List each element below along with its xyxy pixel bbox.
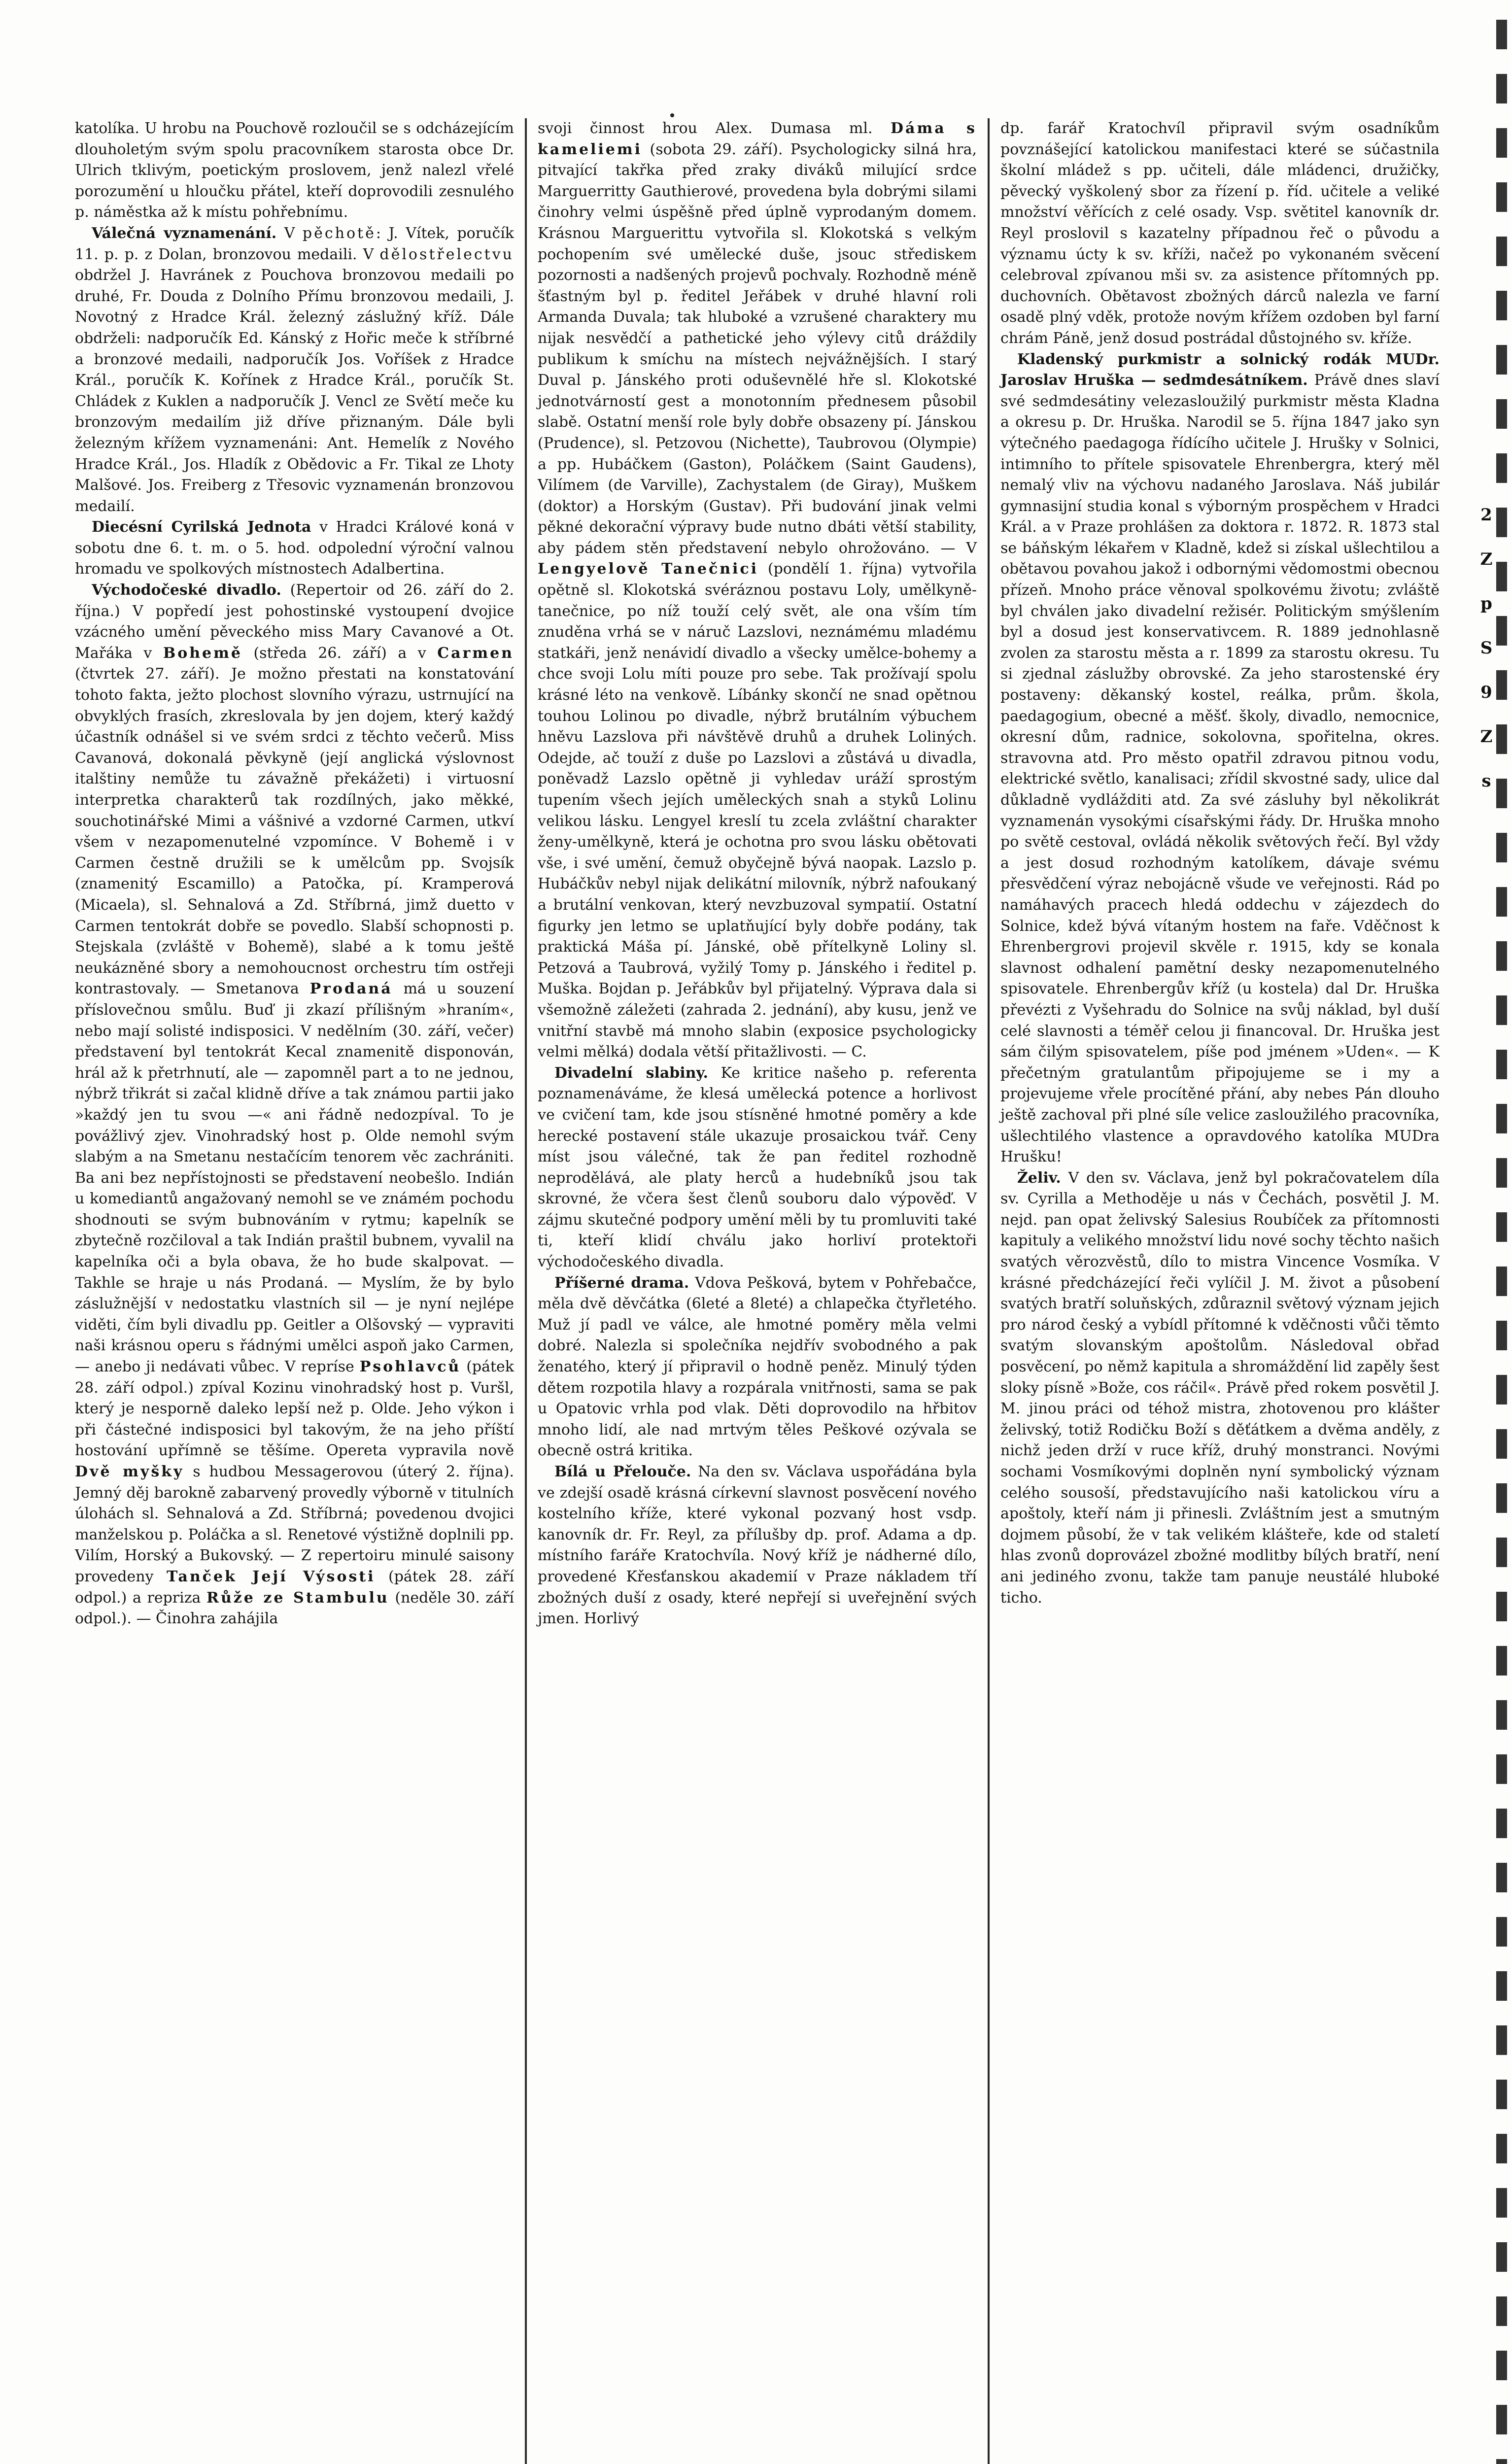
article-bila-u-prelouce: Bílá u Přelouče. Na den sv. Václava uspořádána byla ve zdejší osadě krásná církevní slavnost posvěcení nového kostelního kříže, které vykonal pozvaný host vsdp. kanovník dr. Fr. Reyl, za přílušby dp. prof. Adama a dp. místního faráře Kratochvíla. Nový kříž je nádherné dílo, provedené Křesťanskou akademií v Praze nákladem tří zbožných duší z osady, které nepřejí si uveřejnění svých jmen. Horlivý — [538, 1463, 977, 1628]
edge-letter: Z — [1480, 727, 1493, 747]
headline-cyril-union: Diecésní Cyrilská Jednota — [92, 518, 311, 536]
column-3 — [990, 118, 1450, 2464]
article-hruska-seventieth: Kladenský purkmistr a solnický rodák MUDr. Jaroslav Hruška — sedmdesátníkem. Právě dnes slaví své sedmdesátiny velezasloužilý purkmistr města Kladna a okresu p. Dr. Hruška. Narodil se 5. října 1847 jako syn výtečného paedagoga řídícího učitele J. Hrušky v Solnici, intimního to přítele spisovatele Ehrenbergra, který měl nemalý vliv na výchovu nadaného Jaroslava. Náš jubilár gymnasijní studia konal s výborným prospěchem v Hradci Král. a v Praze prohlášen za doktora r. 1872. R. 1873 stal se báňským lékařem v Kladně, kdež si získal ušlechtilou a obětavou povahou jakož i odbornými vědomostmi obecnou přízeň. Mnoho práce věnoval spolkovému životu; zvláště byl chválen jako divadelní režisér. Politickým smýšlením byl a dosud jest konservativcem. R. 1889 jednohlasně zvolen za starostu města a r. 1899 za starostu okresu. Tu si zjednal záslužby obrovské. Za jeho starostenské éry postaveny: děkanský kostel, reálka, prům. škola, paedagogium, obecné a měšť. školy, divadlo, nemocnice, okresní dům, radnice, sokolovna, spořitelna, okres. stravovna atd. Pro město opatřil zdravou pitnou vodu, elektrické světlo, kanalisaci; zřídil skvostné sady, ulice dal důkladně vydlážditi atd. Za své zásluhy byl několikrát vyznamenán vysokými císařskými řády. Dr. Hruška mnoho po světě cestoval, ovládá několik světových řečí. Byl vždy a jest dosud rozhodným katolíkem, dávaje svému přesvědčení výraz nebojácně všude ve veřejnosti. Rád po namáhavých pracech hledá oddechu v zájezdech do Solnice, kdež bývá vítaným hostem na faře. Vděčnost k Ehrenbergrovi projevil skvěle r. 1915, kdy se konala slavnost odhalení pamětní desky nezapomenutelného spisovatele. Ehrenbergův kříž (u kostela) dal Dr. Hruška převézti z Vyšehradu do Solnice na svůj náklad, byl duší celé slavnosti a téměř celou ji financoval. Dr. Hruška jest sám čilým spisovatelem, píše pod jménem »Uden«. — K přečetným gratulantům připojujeme se i my a projevujeme vřele procítěné přání, aby nebes Pán dlouho ještě zachoval při plné síle velice zasloužilého pracovníka, ušlechtilého vlastence a opravdového katolíka MUDra Hrušku! — [1000, 350, 1440, 1166]
headline-bila-u-prelouce: Bílá u Přelouče. — [554, 1463, 691, 1480]
edge-letter: 9 — [1480, 683, 1492, 702]
article-theatre-continued: svoji činnost hrou Alex. Dumasa ml. Dáma s kameliemi (sobota 29. září). Psychologicky silná hra, pitvající takřka před zraky diváků milující srdce Marguerritty Gauthierové, provedena byla dobrými silami činohry velmi úspěšně před úplně vyprodaným domem. Krásnou Marguerittu vytvořila sl. Klokotská s velkým pochopením své umělecké duše, jsouc střediskem pozornosti a nadšených projevů pochvaly. Rozhodně méně šťastným byl p. ředitel Jeřábek v druhé hlavní roli Armanda Duvala; tak hluboké a vzrušené charaktery mu nijak nesvědčí a pathetické jeho výlevy citů dráždily publikum k smíchu na místech nejvážnějších. I starý Duval p. Jánského proti oduševnělé hře sl. Klokotské jednotvárností gest a monotonním přednesem působil slabě. Ostatní menší role byly dobře obsazeny pí. Jánskou (Prudence), sl. Petzovou (Nichette), Taubrovou (Olympie) a pp. Hubáčkem (Gaston), Poláčkem (Saint Gaudens), Vilímem (de Varville), Zachystalem (de Giray), Muškem (doktor) a Horským (Gustav). Při budování jinak velmi pěkné dekorační výpravy bude nutno dbáti větší stability, aby pádem stěn představení nebylo ohrožováno. — V Lengyelově Tanečnici (pondělí 1. října) vytvořila opětně sl. Klokotská svéráznou postavu Loly, umělkyně-tanečnice, po níž touží celý svět, ale ona vším tím znuděna vrhá se v náruč Lazslovi, neznámému mladému statkáři, jenž nenávidí divadlo a všecky umělce-bohemy a chce svoji Lolu míti pouze pro sebe. Tak prožívají spolu krásné léto na venkově. Líbánky skončí ne snad opětnou touhou Lolinou po divadle, nýbrž brutálním výbuchem hněvu Lazslova při návštěvě druhů a druhek Loliných. Odejde, ač touží z duše po Lazslovi a zůstává u divadla, poněvadž Lazslo opětně ji vyhledav uráží sprostým tupením všech jejích uměleckých snah a styků Lolinu velikou lásku. Lengyel kreslí tu zcela zvláštní charakter ženy-umělkyně, která je ochotna pro svou lásku obětovati vše, i své umění, čemuž obyčejně bývá naopak. Lazslo p. Hubáčkův nebyl nijak delikátní milovník, nýbrž nafoukaný a brutální venkovan, který nevzbuzoval sympatií. Ostatní figurky jen letmo se uplatňující byly dobře podány, tak praktická Máša pí. Jánské, obě přítelkyně Loliny sl. Petzová a Taubrová, vyžilý Tomy p. Jánského i ředitel p. Muška. Bojdan p. Jeřábkův byl přijatelný. Výprava dala si všemožně záležeti (zahrada 2. jednání), aby kusu, jenž ve vnitřní stavbě má mnoho slabin (exposice psychologicky velmi mělká) dodala větší přitažlivosti. — C. — [538, 120, 977, 1061]
edge-letter: s — [1481, 771, 1491, 791]
headline-theatre-weaknesses: Divadelní slabiny. — [554, 1064, 708, 1082]
article-funeral-end: katolíka. U hrobu na Pouchově rozloučil se s odcházejícím dlouholetým svým spolu pracovníkem starosta obce Dr. Ulrich tklivým, poetickým proslovem, jenž nalezl vřelé porozumění u hloučku přátel, kteří doprovodili zesnulého p. náměstka až k místu pohřebnímu. — [75, 120, 514, 221]
headline-horrible-drama: Příšerné drama. — [554, 1274, 689, 1292]
edge-letter: 2 — [1480, 505, 1492, 525]
headline-east-bohemian-theatre: Východočeské divadlo. — [92, 582, 281, 599]
article-cyril-union: Diecésní Cyrilská Jednota v Hradci Králové koná v sobotu dne 6. t. m. o 5. hod. odpolední výroční valnou hromadu ve spolkových místnostech Adalbertina. — [75, 518, 514, 578]
page-edge-bleed — [1496, 20, 1507, 2464]
edge-letter: S — [1480, 638, 1493, 658]
headline-hruska-seventieth: Kladenský purkmistr a solnický rodák MUDr. Jaroslav Hruška — sedmdesátníkem. — [1000, 350, 1440, 389]
column-2 — [527, 118, 988, 2464]
newspaper-page — [64, 118, 1454, 2464]
article-theatre-weaknesses: Divadelní slabiny. Ke kritice našeho p. referenta poznamenáváme, že klesá umělecká potence a horlivost ve cvičení tam, kde jsou stísněné hmotné poměry a kde herecké postavení stále ukazuje prosaickou tvář. Ceny míst jsou válečné, tak že pan ředitel rozhodně neprodělává, ale platy herců a hudebníků jsou tak skrovné, že včera šest členů souboru dalo výpověď. V zájmu skutečné podpory umění měli by tu promluviti také ti, kteří klidí chválu jako horliví protektoři východočeského divadla. — [538, 1064, 977, 1271]
article-zeliv: Želiv. V den sv. Václava, jenž byl pokračovatelem díla sv. Cyrilla a Methoděje u nás v Čechách, posvětil J. M. nejd. pan opat želivský Salesius Roubíček za přítomnosti kapituly a velikého množství lidu nové sochy těchto našich svatých věrozvěstů, dílo to mistra Vincence Vosmíka. V krásné předcházející řeči vylíčil J. M. život a působení svatých bratří soluňských, zdůraznil světový význam jejich pro národ český a vybídl přítomné k vděčnosti vůči těmto svatým slovanským apoštolům. Následoval obřad posvěcení, po němž kapitula a shromáždění lid zapěly šest sloky písně »Bože, cos ráčil«. Právě před rokem posvětil J. M. jinou práci od téhož mistra, zhotovenou pro klášter želivský, totiž Rodičku Boží s děťátkem a dvěma anděly, z nichž jeden drží v ruce kříž, druhý monstranci. Novými sochami Vosmíkovými doplněn nyní symbolický význam celého sousoší, představujícího naši katolickou víru a apoštoly, kteří nám ji přinesli. Zvláštním jest a smutným dojmem působí, že v tak velikém klášteře, kde od staletí hlas zvonů doprovázel zbožné modlitby bílých bratří, není ani jediného zvonu, takže tam panuje neustálé hluboké ticho. — [1000, 1169, 1440, 1607]
article-east-bohemian-theatre: Východočeské divadlo. (Repertoir od 26. září do 2. října.) V popředí jest pohostinské vystoupení dvojice vzácného umění pěveckého miss Mary Cavanové a Ot. Mařáka v Bohemě (středa 26. září) a v Carmen (čtvrtek 27. září). Je možno přestati na konstatování tohoto fakta, ježto plochost slovního výrazu, ustrnující na obvyklých frasích, zkreslovala by jen dojem, který každý účastník odnášel si ve svém srdci z těchto večerů. Miss Cavanová, dokonalá pěvkyně (její anglická výslovnost italštiny nemůže tu závažně překážeti) i virtuosní interpretka charakterů tak rozdílných, jako měkké, souchotinářské Mimi a vášnivé a vzdorné Carmen, utkví všem v nezapomenutelné vzpomínce. V Bohemě i v Carmen čestně družili se k umělcům pp. Svojsík (znamenitý Escamillo) a Patočka, pí. Kramperová (Micaela), sl. Sehnalová a Zd. Stříbrná, jimž duetto v Carmen tentokrát dobře se povedlo. Slabší schopnosti p. Stejskala (zvláště v Bohemě), slabé a k tomu ještě neukázněné sbory a nemohoucnost orchestru tím ostřeji kontrastovaly. — Smetanova Prodaná má u souzení příslovečnou smůlu. Buď ji zkazí přílišným »hraním«, nebo mají solisté indisposici. V nedělním (30. září, večer) představení byl tentokrát Kecal znamenitě disponován, hrál až k přetrhnutí, ale — zapomněl part a to ne jednou, nýbrž třikrát si začal klidně dříve a tak známou partii jako »každý jen tu svou —« ani řádně nedozpíval. To je povážlivý zjev. Vinohradský host p. Olde nemohl svým slabým a na Smetanu nestačícím tenorem věc zachrániti. Ba ani bez nepřístojnosti se představení neobešlo. Indián u komediantů angažovaný nemohl se ve známém pochodu shodnouti se svým bubnováním v rytmu; kapelník se zbytečně rozčiloval a tak Indián praštil bubnem, vyvalil na kapelníka oči a byla obava, že ho bude skalpovat. — Takhle se hraje u nás Prodaná. — Myslím, že by bylo záslužnější v nedostatku vlastních sil — je nyní nejlépe viděti, čím byli divadlu pp. Geitler a Olšovský — vypraviti naši krásnou operu s řádnými umělci aspoň jako Carmen, — anebo ji nedávati vůbec. V repríse Psohlavců (pátek 28. září odpol.) zpíval Kozinu vinohradský host p. Vuršl, který je nesporně daleko lepší než p. Olde. Jeho výkon i při částečné indisposici byl takovým, že na jeho příští hostování upřímně se těšíme. Opereta vypravila nově Dvě myšky s hudbou Messagerovou (úterý 2. října). Jemný děj barokně zabarvený provedly výborně v titulních úlohách sl. Sehnalová a Zd. Stříbrná; povedenou dvojici manželskou p. Poláčka a sl. Renetové výstižně doplnili pp. Vilím, Horský a Bukovský. — Z repertoiru minulé saisony provedeny Tanček Její Výsosti (pátek 28. září odpol.) a repriza Růže ze Stambulu (neděle 30. září odpol.). — Činohra zahájila — [75, 582, 515, 1628]
edge-letter: p — [1480, 594, 1492, 614]
adjacent-page-letters — [1477, 493, 1496, 803]
article-bila-continued: dp. farář Kratochvíl připravil svým osadníkům povznášející katolickou manifestaci které se súčastnila školní mládež s pp. učiteli, dále mládenci, družičky, pěvecký vyškolený sbor za řízení p. říd. učitele a veliké množství věřících z celé osady. Vsp. světitel kanovník dr. Reyl proslovil s kazatelny případnou řeč o původu a významu úcty k sv. kříži, načež po vykonaném svěcení celebroval zpívanou mši sv. za asistence přítomných pp. duchovních. Obětavost zbožných dárců nalezla ve farní osadě plný vděk, protože novým křížem ozdoben byl farní chrám Páně, jenž dosud postrádal důstojného sv. kříže. — [1000, 120, 1440, 347]
article-war-decorations: Válečná vyznamenání. V pěchotě: J. Vítek, poručík 11. p. p. z Dolan, bronzovou medaili. V dělostřelectvu obdržel J. Havránek z Pouchova bronzovou medaili po druhé, Fr. Douda z Dolního Přímu bronzovou medaili, J. Novotný z Hradce Král. železný záslužný kříž. Dále obdrželi: nadporučík Ed. Kánský z Hořic meče k stříbrné a bronzové medaili, nadporučík Jos. Voříšek z Hradce Král., poručík K. Kořínek z Hradce Král., poručík St. Chládek z Kuklen a nadporučík J. Vencl ze Světí meče ku bronzovým medailím již dříve přiznaným. Dále byli železným křížem vyznamenáni: Ant. Hemelík z Nového Hradce Král., Jos. Hladík z Obědovic a Fr. Tikal ze Lhoty Malšové. Jos. Freiberg z Třesovic vyznamenán bronzovou medailí. — [75, 224, 514, 515]
print-speck — [670, 113, 674, 117]
headline-zeliv: Želiv. — [1017, 1169, 1061, 1187]
edge-letter: Z — [1480, 549, 1493, 569]
headline-war-decorations: Válečná vyznamenání. — [92, 224, 277, 242]
column-1 — [64, 118, 525, 2464]
article-horrible-drama: Příšerné drama. Vdova Pešková, bytem v Pohřebačce, měla dvě děvčátka (6leté a 8leté) a chlapečka čtyřletého. Muž jí padl ve válce, ale hmotné poměry měla velmi dobré. Nalezla si společníka nejdřív svobodného a pak ženatého, který jí připravil o hodně peněz. Minulý týden dětem rozpotila hlavy a rozpárala vnitřnosti, sama se pak u Opatovic vrhla pod vlak. Děti doprovodilo na hřbitov mnoho lidí, ale nad mrtvým těles Peškové ozývala se obecně ostrá kritika. — [538, 1274, 977, 1460]
